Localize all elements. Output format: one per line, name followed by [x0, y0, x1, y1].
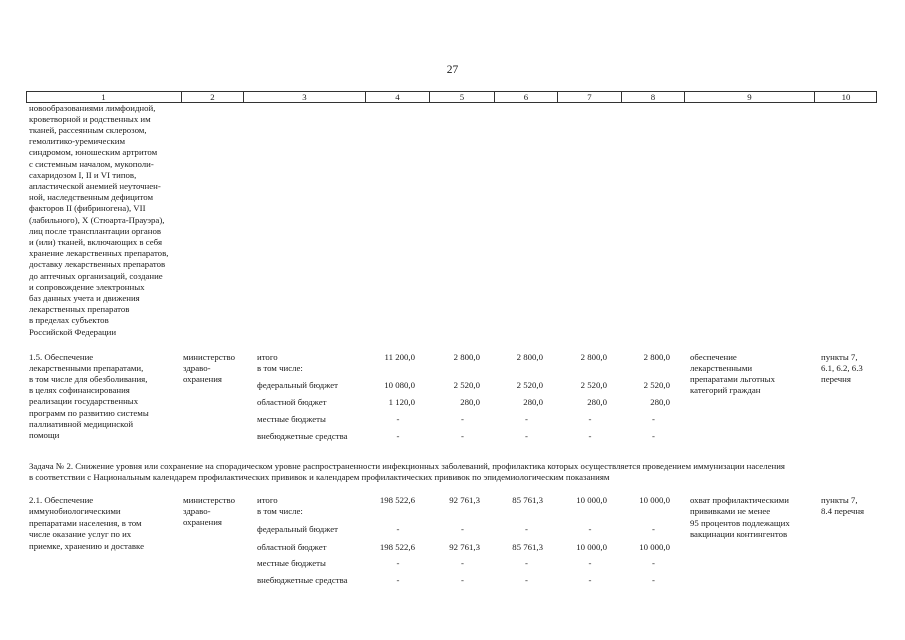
- funding-value: -: [652, 413, 655, 424]
- measure-name-line: тканей, рассеянным склерозом,: [29, 124, 147, 135]
- funding-value: -: [461, 523, 464, 534]
- funding-value: -: [525, 523, 528, 534]
- funding-value: 85 761,3: [512, 494, 543, 505]
- header-cell-2: 2: [182, 92, 244, 102]
- header-cell-3: 3: [244, 92, 366, 102]
- measure-name-line: иммунобиологическими: [29, 506, 121, 516]
- funding-value: 2 520,0: [580, 379, 607, 390]
- funding-value: 280,0: [650, 396, 670, 407]
- measure-name-line: лиц после трансплантации органов: [29, 225, 162, 236]
- funding-source: итого: [257, 494, 278, 505]
- measure-name-line: факторов II (фибриногена), VII: [29, 203, 146, 214]
- funding-source: в том числе:: [257, 505, 303, 516]
- measure-name-line: приемке, хранению и доставке: [29, 540, 145, 551]
- result-line: вакцинации контингентов: [690, 529, 788, 539]
- header-cell-9: 9: [685, 92, 815, 102]
- funding-value: -: [461, 413, 464, 424]
- result-line: охват профилактическими: [690, 494, 789, 505]
- funding-source: федеральный бюджет: [257, 523, 338, 534]
- funding-value: -: [588, 430, 592, 441]
- measure-name-line: в пределах субъектов: [29, 315, 109, 326]
- funding-value: 10 080,0: [384, 379, 415, 390]
- funding-value: 280,0: [523, 396, 543, 407]
- measure-name-line: лекарственных препаратов: [29, 304, 130, 315]
- reference-line: пункты 7,: [821, 351, 858, 362]
- funding-source: внебюджетные средства: [257, 574, 348, 585]
- measure-name-line: доставку лекарственных препаратов: [29, 259, 166, 270]
- measure-name-line: в том числе для обезболивания,: [29, 373, 148, 384]
- measure-name-line: хранение лекарственных препаратов,: [29, 248, 169, 259]
- result-line: прививками не менее: [690, 506, 771, 516]
- measure-name-line: 1.5. Обеспечение: [29, 351, 94, 362]
- funding-value: 2 800,0: [453, 351, 480, 362]
- funding-value: 2 520,0: [643, 379, 670, 390]
- funding-value: 2 800,0: [516, 351, 543, 362]
- funding-value: -: [396, 430, 400, 441]
- reference-line: пункты 7,: [821, 494, 858, 505]
- header-cell-1: 1: [26, 92, 182, 102]
- funding-source: местные бюджеты: [257, 413, 326, 424]
- table-header: [26, 91, 877, 103]
- funding-value: -: [396, 574, 400, 585]
- measure-name-line: синдромом, юношеским артритом: [29, 147, 158, 158]
- funding-source: местные бюджеты: [257, 557, 326, 568]
- funding-value: -: [588, 523, 592, 534]
- reference-line: 8.4 перечня: [821, 505, 865, 516]
- measure-name-line: и (или) тканей, включающих в себя: [29, 236, 162, 247]
- executor-line: охранения: [183, 516, 222, 527]
- header-cell-8: 8: [622, 92, 685, 102]
- measure-name-line: препаратами населения, в том: [29, 517, 142, 528]
- funding-value: 280,0: [460, 396, 480, 407]
- header-cell-6: 6: [495, 92, 558, 102]
- measure-name-line: программ по развитию системы: [29, 407, 149, 418]
- funding-value: -: [525, 413, 528, 424]
- executor-line: министерство: [183, 494, 235, 505]
- funding-value: 2 520,0: [453, 379, 480, 390]
- funding-source: в том числе:: [257, 362, 303, 373]
- funding-source: итого: [257, 351, 278, 362]
- header-cell-4: 4: [366, 92, 430, 102]
- funding-value: -: [652, 430, 655, 441]
- measure-name-line: помощи: [29, 429, 60, 440]
- funding-value: 10 000,0: [639, 541, 670, 552]
- funding-value: -: [525, 557, 528, 568]
- executor-line: здраво-: [183, 505, 211, 516]
- funding-value: 11 200,0: [384, 351, 415, 362]
- funding-source: областной бюджет: [257, 396, 327, 407]
- result-line: лекарственными: [690, 362, 753, 373]
- funding-value: 198 522,6: [379, 494, 415, 505]
- measure-name-line: Российской Федерации: [29, 326, 117, 337]
- funding-value: -: [652, 574, 655, 585]
- header-cell-7: 7: [558, 92, 622, 102]
- funding-value: -: [396, 557, 400, 568]
- funding-value: 2 800,0: [643, 351, 670, 362]
- funding-source: внебюджетные средства: [257, 430, 348, 441]
- funding-value: 92 761,3: [449, 541, 480, 552]
- funding-value: -: [652, 557, 655, 568]
- measure-name-line: до аптечных организаций, создание: [29, 270, 163, 281]
- funding-value: 2 520,0: [516, 379, 543, 390]
- measure-name-line: лекарственными препаратами,: [29, 362, 144, 373]
- funding-value: 1 120,0: [388, 396, 415, 407]
- funding-value: -: [525, 574, 528, 585]
- funding-value: -: [461, 557, 464, 568]
- measure-name-line: новообразованиями лимфоидной,: [29, 102, 156, 113]
- funding-value: 280,0: [587, 396, 607, 407]
- funding-value: 92 761,3: [449, 494, 480, 505]
- funding-value: -: [396, 523, 400, 534]
- funding-value: -: [652, 523, 655, 534]
- measure-name-line: (лабильного), X (Стюарта-Прауэра),: [29, 214, 165, 225]
- measure-name-line: ной, наследственным дефицитом: [29, 192, 154, 203]
- measure-name-line: числе оказание услуг по их: [29, 529, 132, 539]
- funding-value: 2 800,0: [580, 351, 607, 362]
- reference-line: перечня: [821, 374, 851, 385]
- measure-name-line: сахаридозом I, II и VI типов,: [29, 169, 137, 180]
- result-line: 95 процентов подлежащих: [690, 517, 790, 528]
- executor-line: здраво-: [183, 362, 211, 373]
- task-heading-line: Задача № 2. Снижение уровня или сохранение на спорадическом уровне распространенности инфекционных заболеваний, профилактика которых осуществляется проведением иммунизации населения: [29, 460, 785, 471]
- measure-name-line: реализации государственных: [29, 396, 139, 407]
- funding-value: -: [396, 413, 400, 424]
- result-line: обеспечение: [690, 351, 737, 362]
- header-cell-5: 5: [430, 92, 495, 102]
- measure-name-line: с системным началом, мукополи-: [29, 158, 154, 169]
- measure-name-line: и сопровождение электронных: [29, 281, 145, 292]
- header-cell-10: 10: [841, 92, 851, 102]
- task-heading-line: в соответствии с Национальным календарем профилактических прививок и календарем профилактических прививок по эпидемиологическим показаниям: [29, 471, 610, 482]
- funding-value: -: [461, 430, 464, 441]
- page-number: 27: [446, 64, 459, 76]
- funding-value: 198 522,6: [379, 541, 415, 552]
- measure-name-line: баз данных учета и движения: [29, 292, 140, 303]
- funding-value: 85 761,3: [512, 541, 543, 552]
- measure-name-line: 2.1. Обеспечение: [29, 494, 94, 505]
- measure-name-line: в целях софинансирования: [29, 385, 130, 396]
- result-line: категорий граждан: [690, 385, 761, 396]
- funding-value: -: [525, 430, 528, 441]
- measure-name-line: гемолитико-уремическим: [29, 136, 126, 147]
- measure-name-line: паллиативной медицинской: [29, 418, 134, 429]
- funding-value: -: [588, 574, 592, 585]
- executor-line: охранения: [183, 373, 222, 384]
- measure-name-line: апластической анемией неуточнен-: [29, 180, 161, 191]
- funding-value: 10 000,0: [576, 494, 607, 505]
- funding-value: 10 000,0: [576, 541, 607, 552]
- funding-value: -: [461, 574, 464, 585]
- reference-line: 6.1, 6.2, 6.3: [821, 362, 863, 373]
- funding-value: 10 000,0: [639, 494, 670, 505]
- funding-value: -: [588, 557, 592, 568]
- result-line: препаратами льготных: [690, 374, 775, 385]
- funding-source: областной бюджет: [257, 541, 327, 552]
- measure-name-line: кроветворной и родственных им: [29, 113, 151, 124]
- funding-value: -: [588, 413, 592, 424]
- executor-line: министерство: [183, 351, 235, 362]
- funding-source: федеральный бюджет: [257, 379, 338, 390]
